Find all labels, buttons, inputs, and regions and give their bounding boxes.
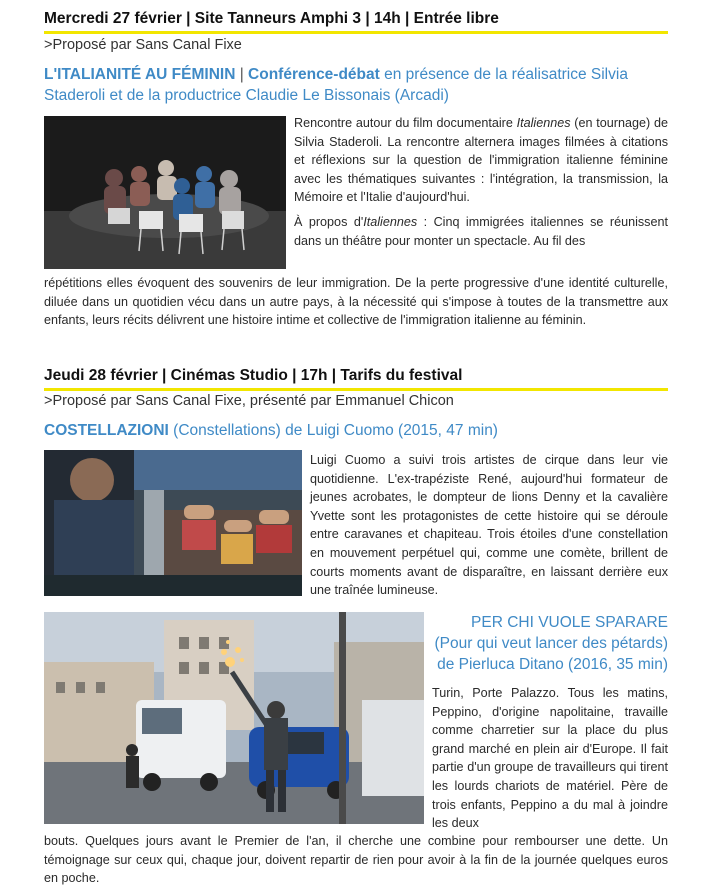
film-2-description-continued: bouts. Quelques jours avant le Premier de l'an, il cherche une combine pour rembourser une dette. Un témoignage sur ceux qui, chaque jour, doivent repartir de rien pour avoir à la fin de la journée quelques euros en poche. bbox=[44, 834, 668, 886]
event-1-header: Mercredi 27 février | Site Tanneurs Amphi 3 | 14h | Entrée libre bbox=[44, 10, 668, 34]
event-1-title-main: L'ITALIANITÉ AU FÉMININ bbox=[44, 66, 236, 83]
film-1-title-subtitle: (Constellations) de Luigi Cuomo (2015, 47 min) bbox=[168, 422, 498, 439]
event-1-byline: >Proposé par Sans Canal Fixe bbox=[44, 37, 242, 53]
event-1-title-rest: en présence de la réalisatrice Silvia Staderoli et de la productrice Claudie Le Bissonais (Arcadi) bbox=[44, 66, 628, 104]
event-1-paragraph-1: Rencontre autour du film documentaire Italiennes (en tournage) de Silvia Staderoli. La rencontre alternera images filmées à citations et réflexions sur la question de l'immigration italienne féminine avec les thématiques suivantes : l'intégration, la transmission, la Mémoire et l'Italie d'aujourd'hui. bbox=[294, 116, 668, 205]
film-2-title-line-3: de Pierluca Ditano (2016, 35 min) bbox=[437, 656, 668, 673]
photo-per-chi-vuole-sparare-street bbox=[44, 612, 424, 824]
film-1-description: Luigi Cuomo a suivi trois artistes de cirque dans leur vie quotidienne. L'ex-trapéziste René, aujourd'hui formateur de jeunes acrobates, le dompteur de lions Denny et la cavalière Yvette sont les protagonistes de cette histoire qui se déroule entre caravanes et chapiteau. Trois étoiles d'une constellation en mouvement perpétuel qui, comme une comète, brillent de courts moments avant de disparaître, en laissant derrière eux une traînée lumineuse. bbox=[310, 453, 668, 598]
event-1-title bbox=[44, 64, 668, 106]
film-1-title-main: COSTELLAZIONI bbox=[44, 422, 169, 439]
film-1-title bbox=[44, 420, 668, 441]
event-2-byline: >Proposé par Sans Canal Fixe, présenté par Emmanuel Chicon bbox=[44, 393, 454, 409]
event-1-paragraph-2-start: À propos d'Italiennes : Cinq immigrées italiennes se réunissent dans un théâtre pour monter un spectacle. Au fil des bbox=[294, 214, 668, 248]
film-2-title-line-2: (Pour qui veut lancer des pétards) bbox=[434, 635, 668, 652]
event-1-title-type: Conférence-débat bbox=[248, 66, 380, 83]
film-title-italic: Italiennes bbox=[363, 214, 418, 229]
film-title-italic: Italiennes bbox=[516, 116, 571, 130]
event-1-paragraph-2-continued: répétitions elles évoquent des souvenirs de leur immigration. De la perte progressive d'une identité culturelle, diluée dans un quotidien vécu dans un autre pays, à la nécessité qui s'impose à toutes de la transmettre aux enfants, leurs récits délivrent une histoire intime et collective de l'immigration italienne au féminin. bbox=[44, 276, 668, 328]
photo-italiennes-rehearsal bbox=[44, 116, 286, 269]
film-2-description-right: Turin, Porte Palazzo. Tous les matins, Peppino, d'origine napolitaine, travaille comme charretier sur la place du plus grand marché en plein air d'Europe. Il fait partie d'un groupe de travailleurs qui tirent les lourds chariots de matériel. Père de trois enfants, Peppino a du mal à joindre les deux bbox=[432, 686, 668, 831]
event-1-title-separator: | bbox=[235, 66, 249, 83]
event-2-header: Jeudi 28 février | Cinémas Studio | 17h | Tarifs du festival bbox=[44, 367, 668, 391]
film-2-title-line-1: PER CHI VUOLE SPARARE bbox=[471, 614, 668, 631]
event-1-description-right bbox=[294, 114, 668, 250]
photo-costellazioni-circus bbox=[44, 450, 302, 596]
film-2-title bbox=[432, 612, 668, 675]
